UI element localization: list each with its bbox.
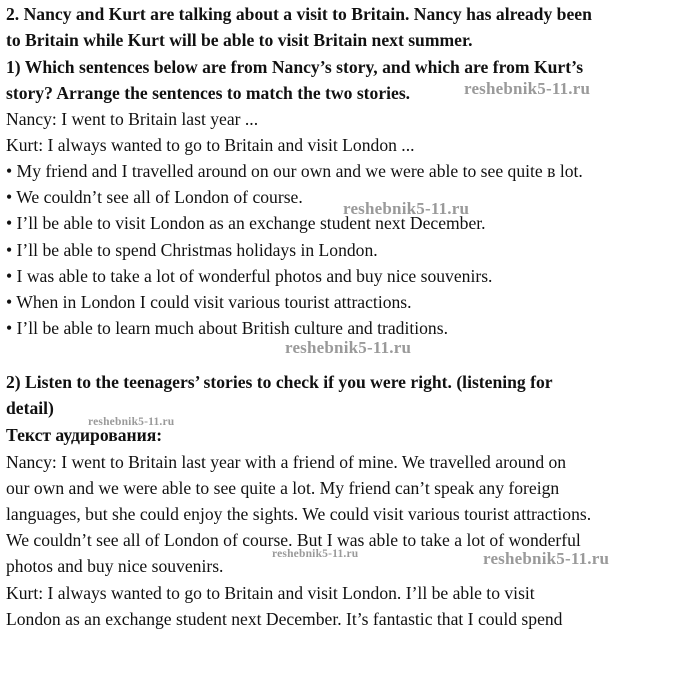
sentence-item: • I’ll be able to visit London as an exchange student next December. bbox=[6, 213, 486, 233]
transcript-line: We couldn’t see all of London of course. But I was able to take a lot of wonderful bbox=[6, 530, 581, 550]
sentence-item: • I’ll be able to spend Christmas holidays in London. bbox=[6, 240, 378, 260]
part1-question-line-1: 1) Which sentences below are from Nancy’s story, and which are from Kurt’s bbox=[6, 57, 584, 77]
transcript-line: London as an exchange student next December. It’s fantastic that I could spend bbox=[6, 609, 563, 629]
nancy-story-start: Nancy: I went to Britain last year ... bbox=[6, 109, 259, 129]
sentence-item: • I was able to take a lot of wonderful photos and buy nice souvenirs. bbox=[6, 266, 493, 286]
task-title-line-1: 2. Nancy and Kurt are talking about a visit to Britain. Nancy has already been bbox=[6, 4, 592, 24]
watermark: reshebnik5-11.ru bbox=[483, 549, 610, 568]
kurt-story-start: Kurt: I always wanted to go to Britain and visit London ... bbox=[6, 135, 415, 155]
watermark: reshebnik5-11.ru bbox=[285, 338, 412, 357]
transcript-line: Kurt: I always wanted to go to Britain and visit London. I’ll be able to visit bbox=[6, 583, 535, 603]
transcript-line: Nancy: I went to Britain last year with a friend of mine. We travelled around on bbox=[6, 452, 567, 472]
watermark: reshebnik5-11.ru bbox=[464, 79, 591, 98]
task-title-line-2: to Britain while Kurt will be able to visit Britain next summer. bbox=[6, 30, 473, 50]
transcript-heading: Текст аудирования: bbox=[6, 425, 163, 445]
watermark: reshebnik5-11.ru bbox=[343, 199, 470, 218]
sentence-item: • I’ll be able to learn much about British culture and traditions. bbox=[6, 318, 448, 338]
transcript-line: photos and buy nice souvenirs. bbox=[6, 556, 224, 576]
part2-question-line-1: 2) Listen to the teenagers’ stories to check if you were right. (listening for bbox=[6, 372, 553, 392]
part1-question-line-2: story? Arrange the sentences to match the two stories. bbox=[6, 83, 411, 103]
part2-question-line-2: detail) bbox=[6, 398, 54, 418]
sentence-item: • My friend and I travelled around on our own and we were able to see quite в lot. bbox=[6, 161, 583, 181]
watermark: reshebnik5-11.ru bbox=[272, 548, 359, 560]
watermark: reshebnik5-11.ru bbox=[88, 416, 175, 428]
transcript-line: languages, but she could enjoy the sights. We could visit various tourist attractions. bbox=[6, 504, 592, 524]
transcript-line: our own and we were able to see quite a lot. My friend can’t speak any foreign bbox=[6, 478, 560, 498]
sentence-item: • When in London I could visit various tourist attractions. bbox=[6, 292, 412, 312]
sentence-item: • We couldn’t see all of London of course. bbox=[6, 187, 303, 207]
